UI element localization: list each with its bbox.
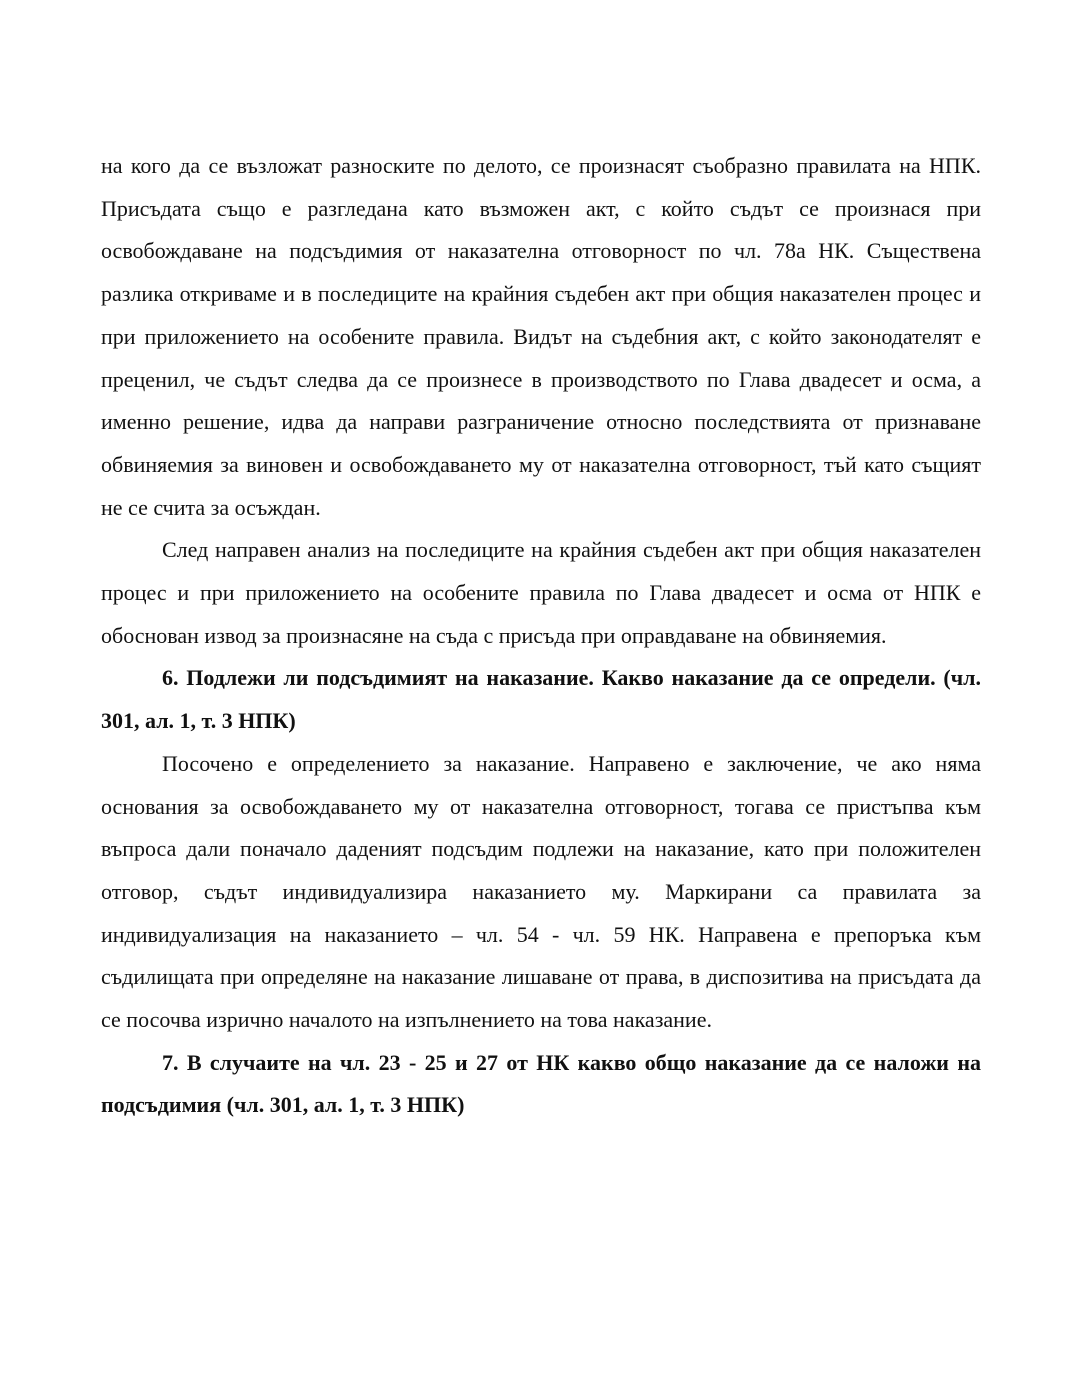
- paragraph-continuation: на кого да се възложат разноските по делото, се произнасят съобразно правилата на НПК. Присъдата също е разгледана като възможен акт, с който съдът се произнася при освобождаване на подсъдимия от наказателна отговорност по чл. 78а НК. Съществена разлика откриваме и в последиците на крайния съдебен акт при общия наказателен процес и при приложението на особените правила. Видът на съдебния акт, с който законодателят е преценил, че съдът следва да се произнесе в производството по Глава двадесет и осма, а именно решение, идва да направи разграничение относно последствията от признаване обвиняемия за виновен и освобождаването му от наказателна отговорност, тъй като същият не се счита за осъждан.: [101, 153, 981, 520]
- section-heading-7: 7. В случаите на чл. 23 - 25 и 27 от НК какво общо наказание да се наложи на подсъдимия (чл. 301, ал. 1, т. 3 НПК): [101, 1049, 981, 1118]
- paragraph-punishment: Посочено е определението за наказание. Направено е заключение, че ако няма основания за освобождаването му от наказателна отговорност, тогава се пристъпва към въпроса дали поначало даденият подсъдим подлежи на наказание, като при положителен отговор, съдът индивидуализира наказанието му. Маркирани са правилата за индивидуализация на наказанието – чл. 54 - чл. 59 НК. Направена е препоръка към съдилищата при определяне на наказание лишаване от права, в диспозитива на присъдата да се посочва изрично началото на изпълнението на това наказание.: [101, 750, 981, 1033]
- document-body: [101, 145, 981, 1127]
- paragraph-analysis: След направен анализ на последиците на крайния съдебен акт при общия наказателен процес и при приложението на особените правила по Глава двадесет и осма от НПК е обоснован извод за произнасяне на съда с присъда при оправдаване на обвиняемия.: [101, 537, 981, 648]
- section-heading-6: 6. Подлежи ли подсъдимият на наказание. Какво наказание да се определи. (чл. 301, ал. 1, т. 3 НПК): [101, 665, 981, 734]
